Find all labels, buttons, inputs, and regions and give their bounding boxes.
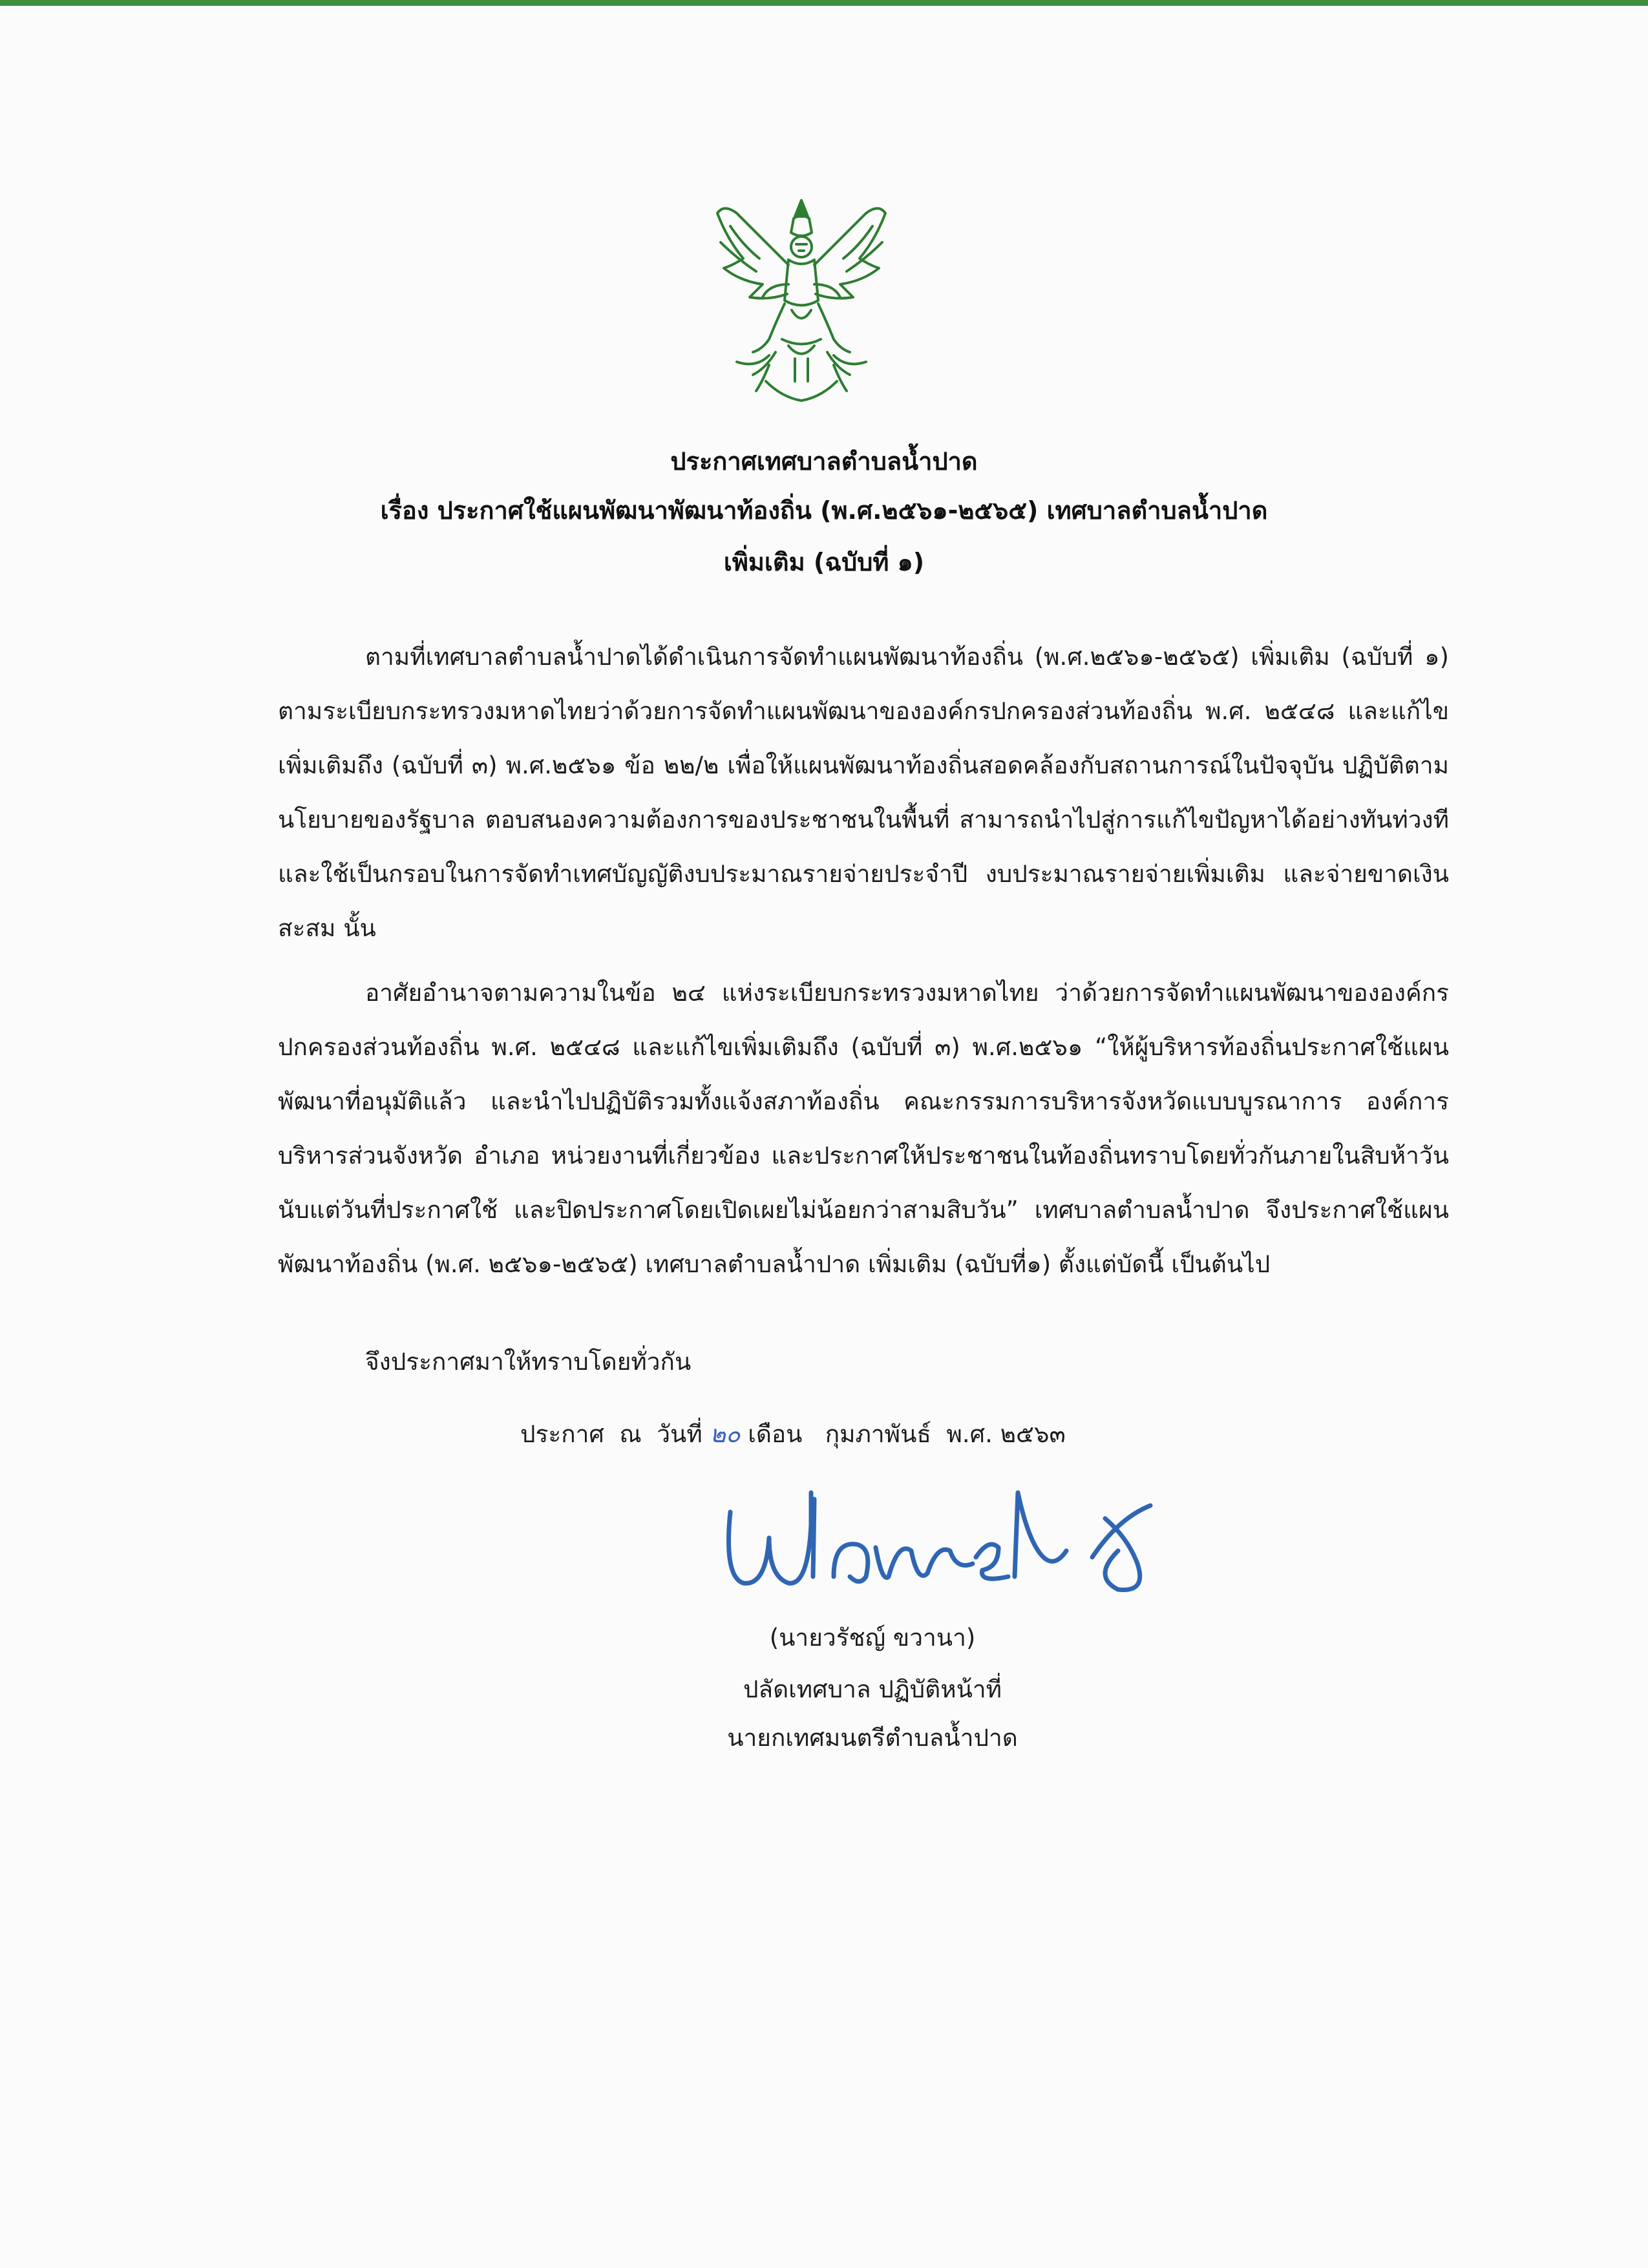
announcement-edition: เพิ่มเติม (ฉบับที่ ๑) — [723, 548, 925, 576]
garuda-emblem-icon — [698, 187, 905, 407]
signer-position: ปลัดเทศบาล ปฏิบัติหน้าที่ — [743, 1675, 1002, 1703]
handwritten-day: ๒๐ — [710, 1420, 741, 1448]
body-paragraph-2: อาศัยอำนาจตามความในข้อ ๒๔ แห่งระเบียบกระทรวงมหาดไทย ว่าด้วยการจัดทำแผนพัฒนาขององค์กรปกครองส่วนท้องถิ่น พ.ศ. ๒๕๔๘ และแก้ไขเพิ่มเติมถึง (ฉบับที่ ๓) พ.ศ.๒๕๖๑ “ให้ผู้บริหารท้องถิ่นประกาศใช้แผนพัฒนาที่อนุมัติแล้ว และนำไปปฏิบัติรวมทั้งแจ้งสภาท้องถิ่น คณะกรรมการบริหารจังหวัดแบบบูรณาการ องค์การบริหารส่วนจังหวัด อำเภอ หน่วยงานที่เกี่ยวข้อง และประกาศให้ประชาชนในท้องถิ่นทราบโดยทั่วกันภายในสิบห้าวันนับแต่วันที่ประกาศใช้ และปิดประกาศโดยเปิดเผยไม่น้อยกว่าสามสิบวัน” เทศบาลตำบลน้ำปาด จึงประกาศใช้แผนพัฒนาท้องถิ่น (พ.ศ. ๒๕๖๑-๒๕๖๕) เทศบาลตำบลน้ำปาด เพิ่มเติม (ฉบับที่๑) ตั้งแต่บัดนี้ เป็นต้นไป — [278, 979, 1449, 1278]
announcement-title: ประกาศเทศบาลตำบลน้ำปาด — [670, 447, 978, 476]
date-rest: เดือน กุมภาพันธ์ พ.ศ. ๒๕๖๓ — [740, 1420, 1066, 1448]
handwritten-signature-icon — [704, 1480, 1170, 1609]
signer-name: (นายวรัชญ์ ขวานา) — [769, 1624, 976, 1652]
announcement-date-line — [520, 1415, 1066, 1453]
date-prefix: ประกาศ ณ วันที่ — [520, 1420, 710, 1448]
closing-line: จึงประกาศมาให้ทราบโดยทั่วกัน — [365, 1348, 692, 1376]
announcement-subject: เรื่อง ประกาศใช้แผนพัฒนาพัฒนาท้องถิ่น (พ.ศ.๒๕๖๑-๒๕๖๕) เทศบาลตำบลน้ำปาด — [380, 496, 1268, 525]
signer-title: นายกเทศมนตรีตำบลน้ำปาด — [727, 1724, 1018, 1752]
body-paragraph-1: ตามที่เทศบาลตำบลน้ำปาดได้ดำเนินการจัดทำแผนพัฒนาท้องถิ่น (พ.ศ.๒๕๖๑-๒๕๖๕) เพิ่มเติม (ฉบับที่ ๑) ตามระเบียบกระทรวงมหาดไทยว่าด้วยการจัดทำแผนพัฒนาขององค์กรปกครองส่วนท้องถิ่น พ.ศ. ๒๕๔๘ และแก้ไขเพิ่มเติมถึง (ฉบับที่ ๓) พ.ศ.๒๕๖๑ ข้อ ๒๒/๒ เพื่อให้แผนพัฒนาท้องถิ่นสอดคล้องกับสถานการณ์ในปัจจุบัน ปฏิบัติตามนโยบายของรัฐบาล ตอบสนองความต้องการของประชาชนในพื้นที่ สามารถนำไปสู่การแก้ไขปัญหาได้อย่างทันท่วงที และใช้เป็นกรอบในการจัดทำเทศบัญญัติงบประมาณรายจ่ายประจำปี งบประมาณรายจ่ายเพิ่มเติม และจ่ายขาดเงินสะสม นั้น — [278, 643, 1449, 942]
